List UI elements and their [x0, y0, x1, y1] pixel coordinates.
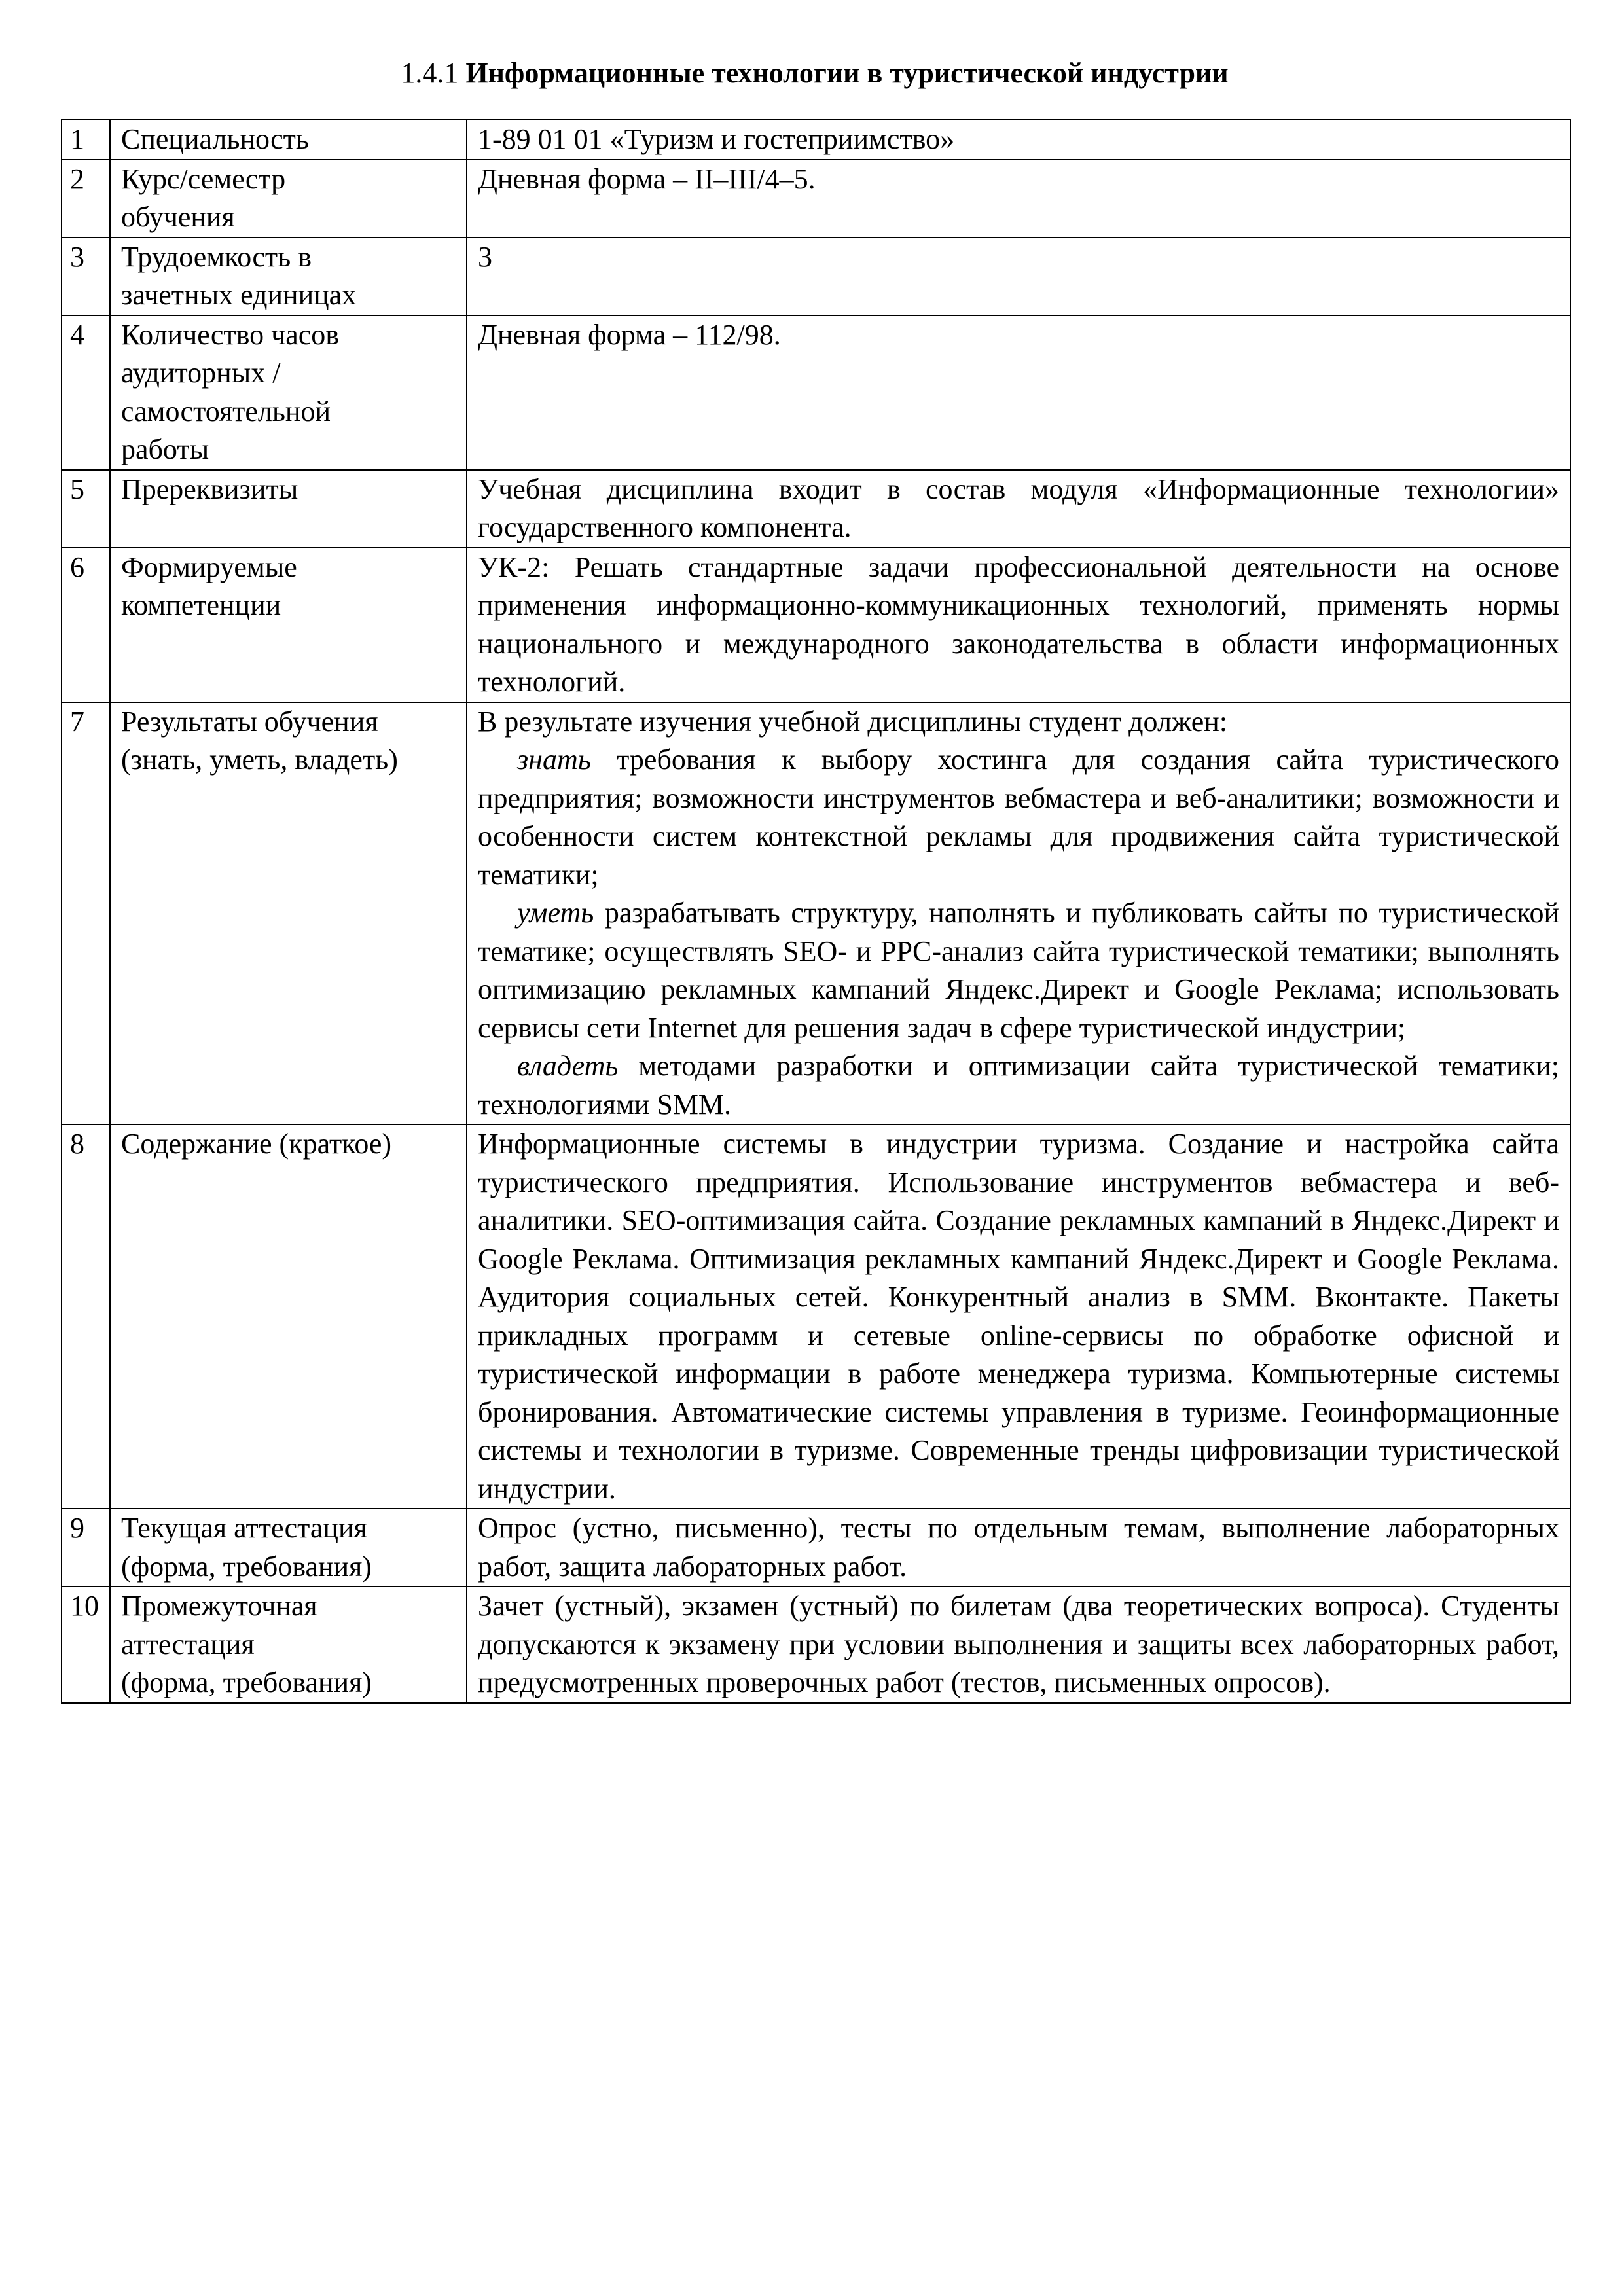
table-row [62, 315, 1570, 470]
outcome-term: владеть [517, 1050, 619, 1082]
section-number: 1.4.1 [401, 57, 459, 89]
row-number: 7 [62, 702, 110, 1125]
row-value [467, 470, 1570, 548]
row-number: 9 [62, 1509, 110, 1587]
value-text: 3 [478, 240, 492, 273]
outcome-text: разрабатывать структуру, наполнять и публиковать сайты по туристической тематике; осуществлять SEO- и PPC-анализ сайта туристической тематики; выполнять оптимизацию рекламных кампаний Яндекс.Директ и Google Реклама; использовать сервисы сети Internet для решения задач в сфере туристической индустрии; [478, 897, 1559, 1044]
row-label: Пререквизиты [110, 470, 467, 548]
learning-outcome-master [478, 1047, 1559, 1124]
row-number: 3 [62, 238, 110, 315]
row-label: Курс/семестр обучения [110, 160, 467, 238]
row-value [467, 120, 1570, 160]
outcome-term: знать [517, 744, 591, 776]
row-value [467, 1124, 1570, 1509]
row-number: 2 [62, 160, 110, 238]
learning-outcomes-intro: В результате изучения учебной дисциплины студент должен: [478, 705, 1228, 738]
row-value [467, 160, 1570, 238]
row-value [467, 1509, 1570, 1587]
value-text: Зачет (устный), экзамен (устный) по билетам (два теоретических вопроса). Студенты допускаются к экзамену при условии выполнения и защиты всех лабораторных работ, предусмотренных проверочных работ (тестов, письменных опросов). [478, 1590, 1559, 1698]
row-number: 1 [62, 120, 110, 160]
value-text: УК-2: Решать стандартные задачи профессиональной деятельности на основе применения информационно-коммуникационных технологий, применять нормы национального и международного законодательства в области информационных технологий. [478, 550, 1559, 698]
table-row [62, 1509, 1570, 1587]
row-label: Результаты обучения (знать, уметь, владеть) [110, 702, 467, 1125]
value-text: Информационные системы в индустрии туризма. Создание и настройка сайта туристического предприятия. Использование инструментов вебмастера и веб-аналитики. SEO-оптимизация сайта. Создание рекламных кампаний в Яндекс.Директ и Google Реклама. Оптимизация рекламных кампаний Яндекс.Директ и Google Реклама. Аудитория социальных сетей. Конкурентный анализ в SMM. Вконтакте. Пакеты прикладных программ и сетевые online-сервисы по обработке офисной и туристической информации в работе менеджера туризма. Компьютерные системы бронирования. Автоматические системы управления в туризме. Геоинформационные системы и технологии в туризме. Современные тренды цифровизации туристической индустрии. [478, 1128, 1559, 1505]
row-number: 4 [62, 315, 110, 470]
value-text: Опрос (устно, письменно), тесты по отдельным темам, выполнение лабораторных работ, защита лабораторных работ. [478, 1512, 1559, 1583]
row-value [467, 702, 1570, 1125]
row-value [467, 548, 1570, 702]
row-label: Специальность [110, 120, 467, 160]
value-text: 1-89 01 01 «Туризм и гостеприимство» [478, 123, 955, 155]
table-row [62, 120, 1570, 160]
row-label: Текущая аттестация (форма, требования) [110, 1509, 467, 1587]
row-value [467, 315, 1570, 470]
row-label: Промежуточная аттестация (форма, требования) [110, 1587, 467, 1703]
table-row [62, 238, 1570, 315]
section-title: Информационные технологии в туристической индустрии [465, 57, 1229, 89]
page-title [61, 55, 1568, 92]
table-row [62, 470, 1570, 548]
row-number: 8 [62, 1124, 110, 1509]
table-row [62, 702, 1570, 1125]
value-text: Дневная форма – II–III/4–5. [478, 162, 816, 195]
row-value [467, 238, 1570, 315]
learning-outcome-know [478, 741, 1559, 894]
outcome-term: уметь [517, 897, 594, 929]
row-value [467, 1587, 1570, 1703]
outcome-text: методами разработки и оптимизации сайта туристической тематики; технологиями SMM. [478, 1050, 1559, 1121]
row-label: Трудоемкость в зачетных единицах [110, 238, 467, 315]
value-text: Дневная форма – 112/98. [478, 318, 781, 351]
row-number: 6 [62, 548, 110, 702]
table-row [62, 160, 1570, 238]
row-label: Формируемые компетенции [110, 548, 467, 702]
learning-outcome-can [478, 894, 1559, 1047]
value-text: Учебная дисциплина входит в состав модуля «Информационные технологии» государственного компонента. [478, 473, 1559, 543]
table-row [62, 1124, 1570, 1509]
outcome-text: требования к выбору хостинга для создания сайта туристического предприятия; возможности инструментов вебмастера и веб-аналитики; возможности и особенности систем контекстной рекламы для продвижения сайта туристической тематики; [478, 744, 1559, 891]
table-row [62, 1587, 1570, 1703]
syllabus-table [61, 119, 1571, 1704]
row-label: Содержание (краткое) [110, 1124, 467, 1509]
row-number: 5 [62, 470, 110, 548]
table-row [62, 548, 1570, 702]
row-number: 10 [62, 1587, 110, 1703]
row-label: Количество часов аудиторных / самостоятельной работы [110, 315, 467, 470]
